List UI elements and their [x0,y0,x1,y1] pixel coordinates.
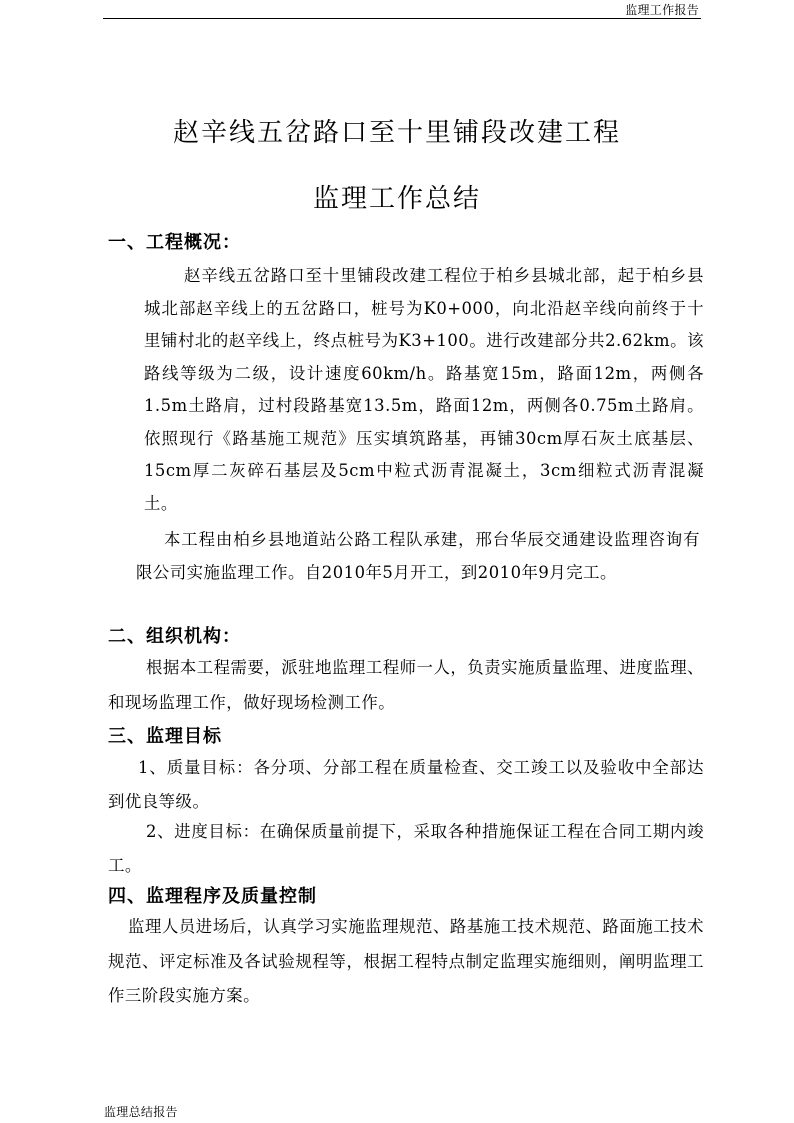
page-header-text: 监理工作报告 [625,3,699,17]
section-heading-overview: 一、工程概况： [108,232,241,253]
overview-paragraph-2: 本工程由柏乡县地道站公路工程队承建，邢台华辰交通建设监理咨询有限公司实施监理工作。自2010年5月开工，到2010年9月完工。 [136,530,700,582]
quality-objective-paragraph: 1、质量目标：各分项、分部工程在质量检查、交工竣工以及验收中全部达到优良等级。 [108,758,704,811]
page-footer-text: 监理总结报告 [104,1105,178,1119]
document-title: 赵辛线五岔路口至十里铺段改建工程 [172,118,621,148]
document-subtitle: 监理工作总结 [312,184,481,214]
section-heading-organization: 二、组织机构： [108,626,241,647]
header-rule [103,18,701,19]
procedure-paragraph: 监理人员进场后，认真学习实施监理规范、路基施工技术规范、路面施工技术规范、评定标准及各试验规程等，根据工程特点制定监理实施细则，阐明监理工作三阶段实施方案。 [108,917,704,1005]
section-heading-objectives: 三、监理目标 [108,726,222,747]
overview-paragraph-1: 赵辛线五岔路口至十里铺段改建工程位于柏乡县城北部，起于柏乡县城北部赵辛线上的五岔路口，桩号为K0+000，向北沿赵辛线向前终于十里铺村北的赵辛线上，终点桩号为K3+100。进行改建部分共2.62km。该路线等级为二级，设计速度60km/h。路基宽15m，路面12m，两侧各1.5m土路肩，过村段路基宽13.5m，路面12m，两侧各0.75m土路肩。依照现行《路基施工规范》压实填筑路基，再铺30cm厚石灰土底基层、15cm厚二灰碎石基层及5cm中粒式沥青混凝土，3cm细粒式沥青混凝土。 [144,266,704,513]
organization-paragraph: 根据本工程需要，派驻地监理工程师一人，负责实施质量监理、进度监理、和现场监理工作，做好现场检测工作。 [108,658,704,712]
schedule-objective-paragraph: 2、进度目标：在确保质量前提下，采取各种措施保证工程在合同工期内竣工。 [108,822,704,875]
section-heading-procedure: 四、监理程序及质量控制 [108,886,317,907]
